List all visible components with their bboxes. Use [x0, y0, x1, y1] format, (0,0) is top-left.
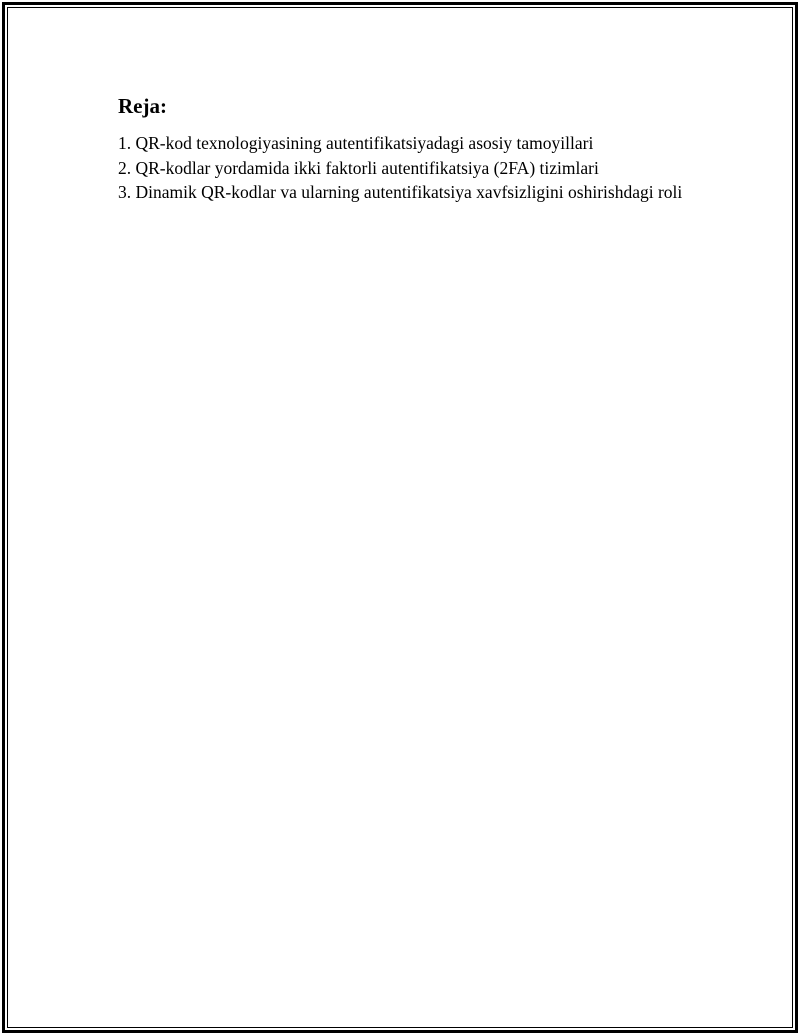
- plan-item-3: 3. Dinamik QR-kodlar va ularning autentifikatsiya xavfsizligini oshirishdagi roli: [118, 182, 683, 202]
- plan-heading: Reja:: [118, 94, 167, 118]
- plan-list: [118, 131, 688, 205]
- document-content: [118, 93, 688, 205]
- plan-item-1: 1. QR-kod texnologiyasining autentifikatsiyadagi asosiy tamoyillari: [118, 133, 594, 153]
- plan-item-2: 2. QR-kodlar yordamida ikki faktorli autentifikatsiya (2FA) tizimlari: [118, 157, 599, 178]
